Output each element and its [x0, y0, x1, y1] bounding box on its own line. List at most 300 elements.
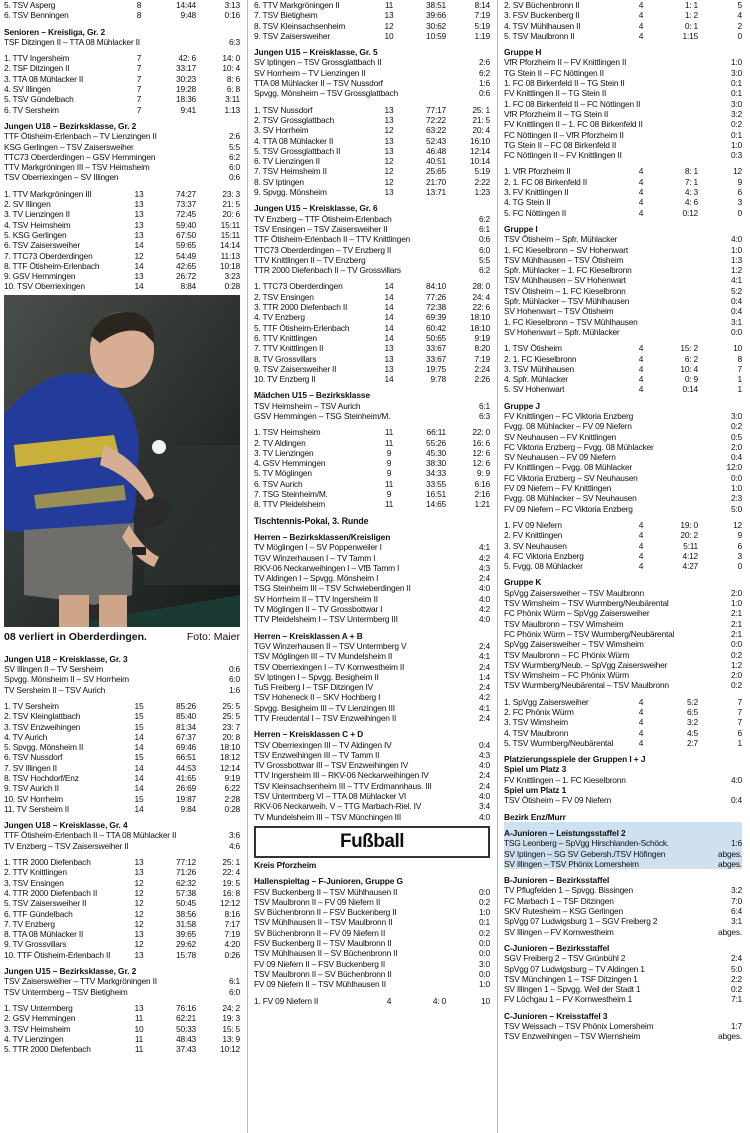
column-divider	[497, 0, 498, 1133]
points: 0:28	[224, 281, 240, 292]
games-played: 4	[638, 187, 644, 198]
points: 0	[737, 561, 742, 572]
banner-title: Fußball	[339, 830, 405, 852]
match-score: 3:4	[478, 801, 490, 812]
points: 3:23	[224, 271, 240, 282]
sets: 14:65	[426, 499, 446, 510]
team-name: 2. TTV Knittlingen	[4, 867, 67, 878]
games-played: 15	[134, 793, 144, 804]
games-played: 4	[638, 30, 644, 41]
match-teams: TSV Enzweihingen – TSV Wiernsheim	[504, 1031, 641, 1042]
team-name: 8. TV Grossvillars	[254, 353, 317, 364]
table-row	[254, 10, 490, 20]
sets: 39:66	[426, 10, 446, 21]
sets: 19:28	[176, 84, 196, 95]
sets: 34:33	[426, 468, 446, 479]
games-played: 4	[638, 166, 644, 177]
match-row	[4, 131, 240, 141]
points: 10:18	[220, 260, 240, 271]
match-score: abges.	[718, 848, 742, 859]
games-played: 13	[134, 188, 144, 199]
sets: 0: 1	[684, 20, 698, 31]
games-played: 12	[134, 918, 144, 929]
team-name: 8. TTV Pleidelsheim	[254, 499, 325, 510]
block-title: Gruppe K	[504, 577, 542, 588]
block-title: Gruppe H	[504, 47, 542, 58]
match-teams: TTV Pleidelsheim I – TSV Untermberg III	[254, 614, 398, 625]
match-teams: TSV Oberriexingen – SV Illingen	[4, 172, 119, 183]
match-teams: TSV Zaisersweiher – TTV Markgröningen II	[4, 976, 157, 987]
games-played: 12	[384, 176, 394, 187]
points: 1	[737, 384, 742, 395]
results-block	[504, 395, 742, 572]
match-score: 4:2	[478, 604, 490, 615]
match-teams: TGV Winzerhausen I – TV Tamm I	[254, 552, 376, 563]
match-teams: TV Mundelsheim III – TSV Münchingen III	[254, 811, 402, 822]
table-row	[4, 105, 240, 115]
sets: 15: 2	[680, 343, 698, 354]
match-score: 2:4	[478, 770, 490, 781]
results-block	[4, 21, 240, 115]
block-title: C-Junioren – Kreisstaffel 3	[504, 1010, 608, 1021]
match-score: 4:3	[478, 749, 490, 760]
match-teams: Fvgg. 08 Mühlacker – SV Neuhausen	[504, 493, 637, 504]
match-teams: TSV Ötisheim – 1. FC Kieselbronn	[504, 285, 626, 296]
match-score: 1:6	[478, 78, 490, 89]
games-played: 14	[134, 731, 144, 742]
team-name: 5. TTR 2000 Diefenbach	[4, 1044, 91, 1055]
points: 25: 5	[222, 711, 240, 722]
match-teams: SpVgg 07 Ludwigsburg 1 – SGV Freiberg 2	[504, 916, 658, 927]
match-score: 0:6	[228, 172, 240, 183]
match-teams: TV Grossbottwar III – TSV Enzweihingen IV	[254, 760, 409, 771]
team-name: 7. TTV Knittlingen II	[254, 343, 324, 354]
sets: 20: 2	[680, 530, 698, 541]
games-played: 7	[136, 73, 142, 84]
games-played: 4	[638, 363, 644, 374]
points: 21: 5	[472, 114, 490, 125]
table-row	[4, 189, 240, 199]
results-block	[4, 115, 240, 292]
table-row	[4, 1013, 240, 1023]
table-row	[4, 711, 240, 721]
table-row	[254, 343, 490, 353]
sets: 33:55	[426, 478, 446, 489]
match-teams: FV 09 Niefern – FC Viktoria Enzberg	[504, 503, 633, 514]
team-name: 5. TV Möglingen	[254, 468, 312, 479]
games-played: 7	[136, 63, 142, 74]
match-score: 2:4	[478, 573, 490, 584]
match-score: 5:5	[228, 141, 240, 152]
match-teams: FV 09 Niefern II – FSV Buckenberg II	[254, 958, 386, 969]
table-row	[504, 530, 742, 540]
match-teams: SKV Rutesheim – KSG Gerlingen	[504, 906, 623, 917]
match-score: 5:5	[478, 254, 490, 265]
match-teams: TSG Leonberg – SpVgg Hirschlanden-Schöck.	[504, 838, 669, 849]
match-row	[254, 214, 490, 224]
table-row	[254, 166, 490, 176]
match-row	[504, 650, 742, 660]
match-score: 6:0	[228, 986, 240, 997]
team-name: 3. TSV Wimsheim	[504, 717, 568, 728]
team-name: 2. TSV Kleinglattbach	[4, 711, 81, 722]
match-score: 1:0	[730, 598, 742, 609]
table-row	[254, 302, 490, 312]
table-row	[504, 354, 742, 364]
team-name: 4. TV Aurich	[4, 731, 48, 742]
points: 2:24	[474, 363, 490, 374]
match-score: 1:0	[730, 483, 742, 494]
table-row	[4, 773, 240, 783]
sets: 38:56	[176, 908, 196, 919]
sets: 15:78	[176, 949, 196, 960]
sets: 38:51	[426, 0, 446, 10]
team-name: 2. 1. FC Kieselbronn	[504, 353, 577, 364]
points: 12	[733, 166, 742, 177]
match-row	[504, 317, 742, 327]
match-score: 1:0	[730, 244, 742, 255]
games-played: 7	[136, 84, 142, 95]
points: 24: 4	[472, 291, 490, 302]
match-row	[504, 411, 742, 421]
match-teams: TuS Freiberg I – TSF Ditzingen IV	[254, 682, 374, 693]
team-name: 5. TSV Zaisersweiher II	[4, 898, 87, 909]
team-name: 7. TTC73 Oberderdingen	[4, 250, 93, 261]
sets: 1:15	[682, 30, 698, 41]
match-row	[254, 553, 490, 563]
match-row	[254, 979, 490, 989]
sets: 6:5	[686, 707, 698, 717]
table-row	[4, 53, 240, 63]
table-row	[504, 717, 742, 727]
games-played: 13	[134, 929, 144, 940]
table-row	[254, 479, 490, 489]
table-continuation	[4, 0, 240, 21]
match-teams: FV Knittlingen II – 1. FC 08 Birkenfeld II	[504, 119, 643, 130]
match-score: 4:0	[478, 760, 490, 771]
team-name: 2. SV Büchenbronn II	[504, 0, 580, 10]
match-teams: TG Stein II – FC Nöttingen II	[504, 67, 604, 78]
match-score: 3:6	[228, 830, 240, 841]
table-row	[4, 909, 240, 919]
team-name: 6. TV Lienzingen II	[254, 156, 320, 167]
sets: 8:84	[180, 281, 196, 292]
table-row	[4, 939, 240, 949]
games-played: 13	[134, 949, 144, 960]
points: 5	[737, 0, 742, 10]
games-played: 11	[134, 1044, 144, 1055]
table-row	[254, 438, 490, 448]
points: 25: 1	[472, 104, 490, 115]
match-row	[504, 130, 742, 140]
points: 15:11	[220, 229, 240, 240]
match-row	[254, 563, 490, 573]
table-row	[504, 208, 742, 218]
sets: 37:43	[176, 1044, 196, 1055]
points: 16: 6	[472, 437, 490, 448]
match-score: 0:5	[730, 431, 742, 442]
games-played: 13	[134, 1002, 144, 1013]
match-row	[504, 1031, 742, 1041]
team-name: 5. TSV Maulbronn II	[504, 30, 575, 41]
match-row	[504, 927, 742, 937]
table-row	[4, 220, 240, 230]
table-row	[4, 1003, 240, 1013]
table-row	[4, 230, 240, 240]
table-row	[4, 63, 240, 73]
sets: 14:44	[176, 0, 196, 10]
match-score: 3:2	[730, 885, 742, 896]
games-played: 4	[638, 519, 644, 530]
points: 6	[737, 727, 742, 738]
points: 7	[737, 363, 742, 374]
match-row	[254, 57, 490, 67]
points: 14: 0	[222, 53, 240, 64]
match-teams: TTF Ötisheim-Erlenbach – TV Lienzingen II	[4, 131, 157, 142]
match-row	[504, 140, 742, 150]
games-played: 14	[384, 302, 394, 313]
match-row	[504, 473, 742, 483]
match-row	[504, 795, 742, 805]
match-row	[504, 306, 742, 316]
block-title: Herren – Bezirksklassen/Kreisligen	[254, 531, 391, 542]
match-score: 4:3	[478, 562, 490, 573]
table-row	[4, 261, 240, 271]
games-played: 13	[384, 363, 394, 374]
sets: 85:26	[176, 700, 196, 711]
match-score: 1:0	[730, 139, 742, 150]
games-played: 13	[384, 114, 394, 125]
games-played: 4	[638, 717, 644, 728]
match-row	[504, 608, 742, 618]
results-block	[254, 723, 490, 822]
match-score: 2:4	[730, 953, 742, 964]
sets: 59:65	[176, 240, 196, 251]
points: 8	[737, 353, 742, 364]
table-row	[504, 561, 742, 571]
team-name: 9. TSV Zaisersweiher II	[254, 363, 337, 374]
games-played: 4	[638, 0, 644, 10]
points: 25: 1	[222, 857, 240, 868]
match-row	[4, 976, 240, 986]
games-played: 11	[384, 478, 394, 489]
match-teams: TSV Ötisheim – Spfr. Mühlacker	[504, 234, 618, 245]
match-row	[504, 588, 742, 598]
match-score: 0:0	[478, 886, 490, 897]
match-row	[504, 483, 742, 493]
match-score: 5:0	[730, 963, 742, 974]
sets: 63:22	[426, 125, 446, 136]
match-row	[254, 907, 490, 917]
match-teams: FV Knittlingen – 1. FC Kieselbronn	[504, 774, 626, 785]
match-teams: TSV Mühlhausen II – TSV Maulbronn II	[254, 917, 393, 928]
table-row	[254, 105, 490, 115]
points: 20: 8	[222, 731, 240, 742]
team-name: 6. TV Sersheim	[4, 104, 59, 115]
team-name: 4. SV Illingen	[4, 84, 51, 95]
games-played: 4	[638, 343, 644, 354]
table-row	[4, 919, 240, 929]
sets: 6: 2	[684, 353, 698, 364]
match-row	[254, 948, 490, 958]
sets: 13:71	[426, 187, 446, 198]
match-score: 4:1	[478, 651, 490, 662]
match-score: 6:3	[478, 410, 490, 421]
team-name: 6. TSV Nussdorf	[4, 752, 63, 763]
match-row	[254, 401, 490, 411]
match-score: 0:0	[730, 472, 742, 483]
team-name: 8. TSV Hochdorf/Enz	[4, 772, 79, 783]
team-name: 7. TSV Heimsheim II	[254, 166, 327, 177]
match-score: 0:4	[730, 296, 742, 307]
games-played: 4	[638, 737, 644, 748]
match-teams: SV Illingen – TSV Phönix Lomersheim	[504, 858, 639, 869]
team-name: 6. TSV Aurich	[254, 478, 303, 489]
sets: 19: 0	[680, 519, 698, 530]
points: 12: 6	[472, 458, 490, 469]
match-score: 4:0	[730, 234, 742, 245]
block-title: Gruppe I	[504, 223, 538, 234]
match-score: 2:1	[730, 628, 742, 639]
sets: 5:2	[686, 696, 698, 707]
match-score: 0:1	[478, 917, 490, 928]
table-row	[504, 177, 742, 187]
team-name: 3. FV Knittlingen II	[504, 187, 569, 198]
table-row	[254, 156, 490, 166]
match-row	[504, 859, 742, 869]
points: 22: 6	[472, 302, 490, 313]
match-teams: TSF Ditzingen II – TTA 08 Mühlacker II	[4, 36, 140, 47]
team-name: 6. TTV Markgröningen II	[254, 0, 340, 10]
match-score: 2:6	[228, 131, 240, 142]
team-name: 4. TSV Heimsheim	[4, 219, 71, 230]
sets: 10:59	[426, 30, 446, 41]
table-row	[504, 520, 742, 530]
points: 8: 6	[226, 73, 240, 84]
match-teams: TV Enzberg – TTF Ötisheim-Erlenbach	[254, 213, 392, 224]
sets: 26:72	[176, 271, 196, 282]
table-row	[254, 187, 490, 197]
table-row	[4, 1034, 240, 1044]
sets: 5:11	[683, 540, 698, 551]
games-played: 7	[136, 104, 142, 115]
match-teams: RKV-06 Neckarweih. V – TTG Marbach-Riel. IV	[254, 801, 422, 812]
match-score: 0:0	[730, 639, 742, 650]
match-score: 6:1	[478, 223, 490, 234]
match-score: 1:4	[478, 671, 490, 682]
match-teams: SpVgg Zaisersweiher – TSV Wimsheim	[504, 639, 644, 650]
match-teams: TSV Maulbronn II – SV Büchenbronn II	[254, 968, 392, 979]
table-row	[504, 343, 742, 353]
points: 0:28	[224, 803, 240, 814]
match-teams: TV Enzberg – TSV Zaisersweiher II	[4, 840, 129, 851]
table-row	[4, 898, 240, 908]
points: 20: 6	[222, 209, 240, 220]
sets: 50:33	[176, 1023, 196, 1034]
points: 7	[737, 696, 742, 707]
match-score: 3:0	[730, 410, 742, 421]
results-block	[504, 748, 742, 805]
match-score: 2:4	[478, 713, 490, 723]
games-played: 4	[638, 176, 644, 187]
team-name: 10. TTF Ötisheim-Erlenbach II	[4, 949, 111, 960]
points: 5:19	[474, 166, 490, 177]
results-block	[504, 571, 742, 748]
points: 16: 8	[222, 887, 240, 898]
points: 7:19	[224, 929, 240, 940]
match-row	[504, 838, 742, 848]
match-row	[504, 1021, 742, 1031]
table-row	[4, 950, 240, 960]
table-row	[254, 146, 490, 156]
team-name: 6. TTV Knittlingen	[254, 332, 317, 343]
team-name: 7. TSG Steinheim/M.	[254, 489, 328, 500]
match-teams: FC Phönix Würm – TSV Wurmberg/Neubärental	[504, 628, 675, 639]
match-score: 0:0	[730, 326, 742, 337]
block-title: Gruppe J	[504, 400, 540, 411]
games-played: 4	[638, 197, 644, 208]
games-played: 14	[134, 803, 144, 814]
sets: 72:38	[426, 302, 446, 313]
match-teams: TSV Oberriexingen I – TV Kornwestheim II	[254, 661, 405, 672]
match-row	[254, 583, 490, 593]
match-row	[504, 68, 742, 78]
block-title: Jungen U15 – Kreisklasse, Gr. 6	[254, 203, 378, 214]
match-teams: SV Hohenwart – Spfr. Mühlacker	[504, 326, 620, 337]
games-played: 13	[134, 271, 144, 282]
points: 6	[737, 540, 742, 551]
match-row	[4, 152, 240, 162]
team-name: 2. SV Illingen	[4, 199, 51, 210]
match-teams: RKV-06 Neckarweihingen I – VfB Tamm I	[254, 562, 400, 573]
sets: 30:62	[426, 20, 446, 31]
table-row	[504, 728, 742, 738]
table-row	[254, 0, 490, 10]
match-teams: TSV Münchingen 1 – TSF Ditzingen 1	[504, 973, 638, 984]
sets: 18:36	[176, 94, 196, 105]
sets: 42:65	[176, 260, 196, 271]
match-teams: SGV Freiberg 2 – TSV Grünbühl 2	[504, 953, 626, 964]
games-played: 14	[384, 322, 394, 333]
match-row	[254, 234, 490, 244]
match-row	[504, 88, 742, 98]
block-title: Jungen U18 – Bezirksklasse, Gr. 2	[4, 120, 137, 131]
table-row	[254, 312, 490, 322]
match-teams: TTF Ötisheim-Erlenbach II – TTV Knittlingen	[254, 234, 411, 245]
table-row	[254, 427, 490, 437]
table-row	[4, 209, 240, 219]
match-teams: SV Illingen 1 – Spvgg. Weil der Stadt 1	[504, 984, 641, 995]
games-played: 13	[384, 10, 394, 21]
table-row	[4, 752, 240, 762]
team-name: 7. TV Enzberg	[4, 918, 55, 929]
results-block	[504, 1005, 742, 1042]
match-teams: TSV Wurmberg/Neubärental – TSV Maulbronn	[504, 680, 669, 691]
match-score: 0:2	[730, 649, 742, 660]
team-name: 6. TTF Gündelbach	[4, 908, 73, 919]
match-teams: FC Nöttingen II – FV Knittlingen II	[504, 150, 622, 161]
team-name: 2. TSF Ditzingen II	[4, 63, 70, 74]
match-score: 0:6	[478, 234, 490, 245]
sets: 30:23	[176, 73, 196, 84]
team-name: 2. FC Phönix Würm	[504, 707, 574, 717]
games-played: 11	[384, 437, 394, 448]
points: 28: 0	[472, 281, 490, 292]
table-row	[254, 292, 490, 302]
games-played: 12	[134, 908, 144, 919]
points: 10	[481, 995, 490, 1006]
match-score: 3:1	[730, 916, 742, 927]
